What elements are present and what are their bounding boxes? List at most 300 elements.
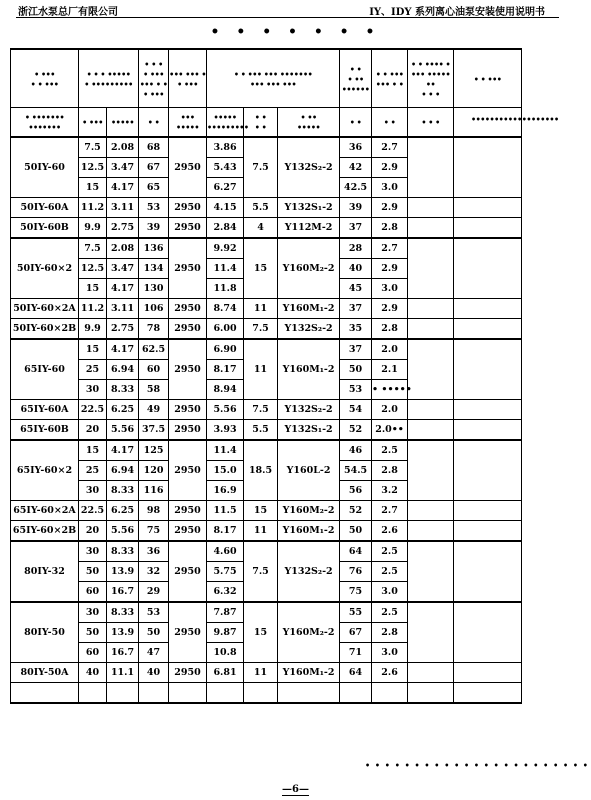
empty-cell bbox=[454, 683, 522, 704]
flow-m3h-cell: 40 bbox=[79, 663, 107, 683]
efficiency-cell: 45 bbox=[340, 279, 372, 299]
motor-model-cell: Y132S₁-2 bbox=[278, 420, 340, 441]
empty-cell bbox=[169, 683, 207, 704]
npsh-cell: 2.8 bbox=[372, 461, 408, 481]
model-cell: 80IY-50 bbox=[11, 602, 79, 663]
shaft-power-cell: 5.56 bbox=[207, 400, 244, 420]
speed-cell: 2950 bbox=[169, 339, 207, 400]
npsh-cell: 3.0 bbox=[372, 643, 408, 663]
efficiency-cell: 54 bbox=[340, 400, 372, 420]
flow-ls-cell: 8.33 bbox=[107, 481, 139, 501]
motor-model-cell: Y160L-2 bbox=[278, 440, 340, 501]
npsh-cell: 2.5 bbox=[372, 541, 408, 562]
motor-model-cell: Y132S₂-2 bbox=[278, 137, 340, 198]
efficiency-cell: 42.5 bbox=[340, 178, 372, 198]
shaft-power-cell: 6.27 bbox=[207, 178, 244, 198]
head-cell: 98 bbox=[139, 501, 169, 521]
head-cell: 67 bbox=[139, 158, 169, 178]
header-spill-text: ••••••••••••••••••• bbox=[471, 114, 559, 124]
page-number bbox=[0, 784, 591, 795]
shaft-power-cell: 8.17 bbox=[207, 521, 244, 542]
flow-ls-cell: 6.94 bbox=[107, 461, 139, 481]
npsh-cell: 2.0•• bbox=[372, 420, 408, 441]
table-body bbox=[11, 49, 522, 703]
table-row bbox=[11, 663, 522, 683]
motor-model-cell: Y112M-2 bbox=[278, 218, 340, 239]
efficiency-cell: 40 bbox=[340, 259, 372, 279]
npsh-cell: 2.8 bbox=[372, 623, 408, 643]
speed-cell: 2950 bbox=[169, 663, 207, 683]
motor-model-cell: Y160M₂-2 bbox=[278, 501, 340, 521]
header-head: • • • • ••• ••• • • • ••• bbox=[139, 49, 169, 108]
empty-cell bbox=[207, 683, 244, 704]
remark-cell bbox=[454, 521, 522, 542]
efficiency-cell: 75 bbox=[340, 582, 372, 603]
head-cell: 36 bbox=[139, 541, 169, 562]
page-number-text: —6— bbox=[282, 784, 309, 795]
flow-ls-cell: 11.1 bbox=[107, 663, 139, 683]
table-title: • • • • • • • bbox=[210, 24, 381, 40]
header-unit-cell: ••• ••••• bbox=[169, 108, 207, 138]
flow-ls-cell: 8.33 bbox=[107, 602, 139, 623]
flow-m3h-cell: 20 bbox=[79, 521, 107, 542]
head-cell: 53 bbox=[139, 198, 169, 218]
model-cell: 65IY-60×2 bbox=[11, 440, 79, 501]
pump-performance-table bbox=[10, 48, 522, 704]
flow-ls-cell: 4.17 bbox=[107, 178, 139, 198]
table-row bbox=[11, 501, 522, 521]
table-row bbox=[11, 218, 522, 239]
bottom-note: • • • • • • • • • • • • • • • • • • • • • • • bbox=[365, 760, 589, 770]
flow-m3h-cell: 50 bbox=[79, 623, 107, 643]
remark-cell bbox=[454, 400, 522, 420]
npsh-cell: 2.5 bbox=[372, 602, 408, 623]
head-cell: 49 bbox=[139, 400, 169, 420]
flow-m3h-cell: 9.9 bbox=[79, 218, 107, 239]
npsh-cell: 2.6 bbox=[372, 521, 408, 542]
remark-cell bbox=[454, 420, 522, 441]
motor-power-cell: 11 bbox=[244, 339, 278, 400]
motor-power-cell: 11 bbox=[244, 663, 278, 683]
flow-m3h-cell: 30 bbox=[79, 541, 107, 562]
efficiency-cell: 76 bbox=[340, 562, 372, 582]
head-cell: 40 bbox=[139, 663, 169, 683]
flow-m3h-cell: 60 bbox=[79, 582, 107, 603]
remark-cell bbox=[454, 198, 522, 218]
flow-m3h-cell: 25 bbox=[79, 461, 107, 481]
model-cell: 50IY-60 bbox=[11, 137, 79, 198]
npsh-cell: 2.9 bbox=[372, 299, 408, 319]
head-cell: 134 bbox=[139, 259, 169, 279]
motor-power-cell: 15 bbox=[244, 501, 278, 521]
shaft-power-cell: 11.5 bbox=[207, 501, 244, 521]
flow-m3h-cell: 12.5 bbox=[79, 158, 107, 178]
weight-cell bbox=[408, 420, 454, 441]
flow-ls-cell: 3.47 bbox=[107, 259, 139, 279]
speed-cell: 2950 bbox=[169, 501, 207, 521]
header-remark: • • ••• bbox=[454, 49, 522, 108]
header-unit-cell: • • bbox=[139, 108, 169, 138]
npsh-cell: 2.5 bbox=[372, 562, 408, 582]
table-row bbox=[11, 339, 522, 360]
shaft-power-cell: 8.17 bbox=[207, 360, 244, 380]
header-row-primary bbox=[11, 49, 522, 108]
efficiency-cell: 67 bbox=[340, 623, 372, 643]
flow-m3h-cell: 22.5 bbox=[79, 400, 107, 420]
efficiency-cell: 42 bbox=[340, 158, 372, 178]
npsh-cell: 2.8 bbox=[372, 319, 408, 340]
weight-cell bbox=[408, 440, 454, 501]
flow-m3h-cell: 15 bbox=[79, 339, 107, 360]
head-cell: 68 bbox=[139, 137, 169, 158]
shaft-power-cell: 10.8 bbox=[207, 643, 244, 663]
efficiency-cell: 36 bbox=[340, 137, 372, 158]
model-cell: 65IY-60 bbox=[11, 339, 79, 400]
weight-cell bbox=[408, 319, 454, 340]
header-unit-cell: • • • • bbox=[244, 108, 278, 138]
npsh-cell: 2.0 bbox=[372, 400, 408, 420]
shaft-power-cell: 3.93 bbox=[207, 420, 244, 441]
model-cell: 50IY-60×2 bbox=[11, 238, 79, 299]
efficiency-cell: 71 bbox=[340, 643, 372, 663]
flow-m3h-cell: 60 bbox=[79, 643, 107, 663]
shaft-power-cell: 8.94 bbox=[207, 380, 244, 400]
efficiency-cell: 64 bbox=[340, 663, 372, 683]
motor-model-cell: Y160M₂-2 bbox=[278, 238, 340, 299]
weight-cell bbox=[408, 400, 454, 420]
npsh-cell: 2.8 bbox=[372, 218, 408, 239]
head-cell: 120 bbox=[139, 461, 169, 481]
efficiency-cell: 54.5 bbox=[340, 461, 372, 481]
flow-ls-cell: 6.25 bbox=[107, 400, 139, 420]
npsh-cell: 3.2 bbox=[372, 481, 408, 501]
shaft-power-cell: 11.4 bbox=[207, 440, 244, 461]
motor-power-cell: 15 bbox=[244, 238, 278, 299]
shaft-power-cell: 3.86 bbox=[207, 137, 244, 158]
flow-ls-cell: 5.56 bbox=[107, 521, 139, 542]
motor-power-cell: 5.5 bbox=[244, 198, 278, 218]
shaft-power-cell: 6.81 bbox=[207, 663, 244, 683]
flow-m3h-cell: 15 bbox=[79, 440, 107, 461]
motor-power-cell: 7.5 bbox=[244, 541, 278, 602]
weight-cell bbox=[408, 521, 454, 542]
head-cell: 65 bbox=[139, 178, 169, 198]
motor-model-cell: Y132S₁-2 bbox=[278, 198, 340, 218]
flow-ls-cell: 13.9 bbox=[107, 623, 139, 643]
speed-cell: 2950 bbox=[169, 299, 207, 319]
npsh-cell: 3.0 bbox=[372, 582, 408, 603]
header-unit-cell: • • bbox=[340, 108, 372, 138]
manual-title: IY、IDY 系列离心油泵安装使用说明书 bbox=[369, 7, 545, 18]
speed-cell: 2950 bbox=[169, 319, 207, 340]
head-cell: 116 bbox=[139, 481, 169, 501]
weight-cell bbox=[408, 602, 454, 663]
motor-power-cell: 7.5 bbox=[244, 137, 278, 198]
flow-ls-cell: 16.7 bbox=[107, 643, 139, 663]
remark-cell bbox=[454, 541, 522, 602]
empty-cell bbox=[244, 683, 278, 704]
head-cell: 62.5 bbox=[139, 339, 169, 360]
weight-cell bbox=[408, 541, 454, 602]
efficiency-cell: 37 bbox=[340, 339, 372, 360]
motor-model-cell: Y132S₂-2 bbox=[278, 319, 340, 340]
head-cell: 75 bbox=[139, 521, 169, 542]
head-cell: 136 bbox=[139, 238, 169, 259]
flow-ls-cell: 4.17 bbox=[107, 339, 139, 360]
flow-ls-cell: 8.33 bbox=[107, 380, 139, 400]
head-cell: 50 bbox=[139, 623, 169, 643]
shaft-power-cell: 6.00 bbox=[207, 319, 244, 340]
npsh-cell: • ••••• bbox=[372, 380, 408, 400]
efficiency-cell: 28 bbox=[340, 238, 372, 259]
npsh-cell: 3.0 bbox=[372, 279, 408, 299]
remark-cell bbox=[454, 663, 522, 683]
npsh-cell: 2.9 bbox=[372, 158, 408, 178]
motor-model-cell: Y132S₂-2 bbox=[278, 400, 340, 420]
motor-power-cell: 4 bbox=[244, 218, 278, 239]
speed-cell: 2950 bbox=[169, 198, 207, 218]
remark-cell bbox=[454, 339, 522, 400]
npsh-cell: 2.1 bbox=[372, 360, 408, 380]
flow-ls-cell: 4.17 bbox=[107, 279, 139, 299]
head-cell: 37.5 bbox=[139, 420, 169, 441]
efficiency-cell: 52 bbox=[340, 501, 372, 521]
npsh-cell: 2.6 bbox=[372, 663, 408, 683]
model-cell: 65IY-60A bbox=[11, 400, 79, 420]
shaft-power-cell: 4.60 bbox=[207, 541, 244, 562]
model-cell: 80IY-32 bbox=[11, 541, 79, 602]
motor-model-cell: Y160M₁-2 bbox=[278, 521, 340, 542]
header-rule bbox=[16, 17, 559, 18]
head-cell: 58 bbox=[139, 380, 169, 400]
company-name: 浙江水泵总厂有限公司 bbox=[18, 7, 118, 18]
speed-cell: 2950 bbox=[169, 400, 207, 420]
head-cell: 106 bbox=[139, 299, 169, 319]
speed-cell: 2950 bbox=[169, 137, 207, 198]
flow-m3h-cell: 11.2 bbox=[79, 299, 107, 319]
head-cell: 78 bbox=[139, 319, 169, 340]
weight-cell bbox=[408, 663, 454, 683]
flow-ls-cell: 5.56 bbox=[107, 420, 139, 441]
npsh-cell: 2.7 bbox=[372, 238, 408, 259]
remark-cell bbox=[454, 137, 522, 198]
shaft-power-cell: 6.90 bbox=[207, 339, 244, 360]
flow-ls-cell: 3.47 bbox=[107, 158, 139, 178]
empty-cell bbox=[372, 683, 408, 704]
flow-ls-cell: 3.11 bbox=[107, 299, 139, 319]
header-power: • • ••• ••• ••••••• ••• ••• ••• bbox=[207, 49, 340, 108]
speed-cell: 2950 bbox=[169, 521, 207, 542]
header-unit-cell: • ••••••• ••••••• bbox=[11, 108, 79, 138]
header-unit-cell: • • bbox=[372, 108, 408, 138]
flow-ls-cell: 8.33 bbox=[107, 541, 139, 562]
speed-cell: 2950 bbox=[169, 420, 207, 441]
shaft-power-cell: 11.8 bbox=[207, 279, 244, 299]
empty-cell bbox=[340, 683, 372, 704]
flow-m3h-cell: 15 bbox=[79, 178, 107, 198]
speed-cell: 2950 bbox=[169, 238, 207, 299]
motor-model-cell: Y160M₁-2 bbox=[278, 299, 340, 319]
weight-cell bbox=[408, 218, 454, 239]
header-row-units bbox=[11, 108, 522, 138]
table-row bbox=[11, 400, 522, 420]
model-cell: 65IY-60×2A bbox=[11, 501, 79, 521]
empty-cell bbox=[107, 683, 139, 704]
shaft-power-cell: 5.43 bbox=[207, 158, 244, 178]
shaft-power-cell: 5.75 bbox=[207, 562, 244, 582]
table-row bbox=[11, 299, 522, 319]
head-cell: 130 bbox=[139, 279, 169, 299]
weight-cell bbox=[408, 137, 454, 198]
speed-cell: 2950 bbox=[169, 218, 207, 239]
header-model: • ••• • • ••• bbox=[11, 49, 79, 108]
model-cell: 65IY-60B bbox=[11, 420, 79, 441]
npsh-cell: 2.0 bbox=[372, 339, 408, 360]
shaft-power-cell: 9.87 bbox=[207, 623, 244, 643]
weight-cell bbox=[408, 339, 454, 400]
model-cell: 65IY-60×2B bbox=[11, 521, 79, 542]
shaft-power-cell: 11.4 bbox=[207, 259, 244, 279]
efficiency-cell: 53 bbox=[340, 380, 372, 400]
table-row bbox=[11, 137, 522, 158]
efficiency-cell: 39 bbox=[340, 198, 372, 218]
efficiency-cell: 52 bbox=[340, 420, 372, 441]
head-cell: 29 bbox=[139, 582, 169, 603]
model-cell: 80IY-50A bbox=[11, 663, 79, 683]
head-cell: 60 bbox=[139, 360, 169, 380]
flow-m3h-cell: 12.5 bbox=[79, 259, 107, 279]
npsh-cell: 2.9 bbox=[372, 259, 408, 279]
empty-cell bbox=[139, 683, 169, 704]
motor-power-cell: 5.5 bbox=[244, 420, 278, 441]
motor-power-cell: 11 bbox=[244, 299, 278, 319]
weight-cell bbox=[408, 501, 454, 521]
model-cell: 50IY-60A bbox=[11, 198, 79, 218]
flow-m3h-cell: 11.2 bbox=[79, 198, 107, 218]
motor-power-cell: 11 bbox=[244, 521, 278, 542]
speed-cell: 2950 bbox=[169, 440, 207, 501]
header-weight: • • •••• • ••• ••••• •• • • • bbox=[408, 49, 454, 108]
head-cell: 47 bbox=[139, 643, 169, 663]
header-unit-cell: ••••• ••••••••• bbox=[207, 108, 244, 138]
table-row bbox=[11, 319, 522, 340]
motor-model-cell: Y160M₁-2 bbox=[278, 339, 340, 400]
flow-ls-cell: 6.25 bbox=[107, 501, 139, 521]
flow-ls-cell: 13.9 bbox=[107, 562, 139, 582]
table-row bbox=[11, 440, 522, 461]
head-cell: 39 bbox=[139, 218, 169, 239]
npsh-cell: 2.7 bbox=[372, 501, 408, 521]
table-row bbox=[11, 238, 522, 259]
flow-ls-cell: 16.7 bbox=[107, 582, 139, 603]
header-flow: • • • ••••• • ••••••••• bbox=[79, 49, 139, 108]
efficiency-cell: 35 bbox=[340, 319, 372, 340]
weight-cell bbox=[408, 299, 454, 319]
motor-power-cell: 18.5 bbox=[244, 440, 278, 501]
npsh-cell: 2.5 bbox=[372, 440, 408, 461]
flow-m3h-cell: 7.5 bbox=[79, 238, 107, 259]
flow-m3h-cell: 30 bbox=[79, 481, 107, 501]
speed-cell: 2950 bbox=[169, 602, 207, 663]
shaft-power-cell: 4.15 bbox=[207, 198, 244, 218]
empty-cell bbox=[79, 683, 107, 704]
flow-m3h-cell: 30 bbox=[79, 602, 107, 623]
npsh-cell: 3.0 bbox=[372, 178, 408, 198]
efficiency-cell: 46 bbox=[340, 440, 372, 461]
shaft-power-cell: 16.9 bbox=[207, 481, 244, 501]
shaft-power-cell: 6.32 bbox=[207, 582, 244, 603]
header-npsh: • • ••• ••• • • bbox=[372, 49, 408, 108]
remark-cell bbox=[454, 319, 522, 340]
table-row bbox=[11, 541, 522, 562]
motor-power-cell: 15 bbox=[244, 602, 278, 663]
empty-cell bbox=[408, 683, 454, 704]
efficiency-cell: 37 bbox=[340, 299, 372, 319]
flow-m3h-cell: 15 bbox=[79, 279, 107, 299]
remark-cell bbox=[454, 238, 522, 299]
shaft-power-cell: 9.92 bbox=[207, 238, 244, 259]
motor-model-cell: Y132S₂-2 bbox=[278, 541, 340, 602]
npsh-cell: 2.7 bbox=[372, 137, 408, 158]
flow-m3h-cell: 7.5 bbox=[79, 137, 107, 158]
speed-cell: 2950 bbox=[169, 541, 207, 602]
efficiency-cell: 50 bbox=[340, 360, 372, 380]
motor-model-cell: Y160M₁-2 bbox=[278, 663, 340, 683]
model-cell: 50IY-60×2B bbox=[11, 319, 79, 340]
flow-ls-cell: 6.94 bbox=[107, 360, 139, 380]
model-cell: 50IY-60×2A bbox=[11, 299, 79, 319]
header-unit-cell: • ••• bbox=[79, 108, 107, 138]
head-cell: 125 bbox=[139, 440, 169, 461]
motor-model-cell: Y160M₂-2 bbox=[278, 602, 340, 663]
empty-cell bbox=[278, 683, 340, 704]
flow-ls-cell: 2.75 bbox=[107, 319, 139, 340]
flow-ls-cell: 4.17 bbox=[107, 440, 139, 461]
flow-m3h-cell: 9.9 bbox=[79, 319, 107, 340]
weight-cell bbox=[408, 238, 454, 299]
remark-cell bbox=[454, 299, 522, 319]
header-unit-cell: ••••• bbox=[107, 108, 139, 138]
npsh-cell: 2.9 bbox=[372, 198, 408, 218]
table-row bbox=[11, 602, 522, 623]
weight-cell bbox=[408, 198, 454, 218]
efficiency-cell: 56 bbox=[340, 481, 372, 501]
table-row bbox=[11, 521, 522, 542]
table-row bbox=[11, 420, 522, 441]
shaft-power-cell: 15.0 bbox=[207, 461, 244, 481]
flow-ls-cell: 2.75 bbox=[107, 218, 139, 239]
shaft-power-cell: 2.84 bbox=[207, 218, 244, 239]
efficiency-cell: 55 bbox=[340, 602, 372, 623]
remark-cell bbox=[454, 602, 522, 663]
flow-ls-cell: 2.08 bbox=[107, 238, 139, 259]
remark-cell bbox=[454, 218, 522, 239]
header-speed: ••• ••• • • ••• bbox=[169, 49, 207, 108]
header-unit-cell: • • • bbox=[408, 108, 454, 138]
flow-ls-cell: 2.08 bbox=[107, 137, 139, 158]
flow-ls-cell: 3.11 bbox=[107, 198, 139, 218]
shaft-power-cell: 8.74 bbox=[207, 299, 244, 319]
header-efficiency: • • • •• •••••• bbox=[340, 49, 372, 108]
flow-m3h-cell: 50 bbox=[79, 562, 107, 582]
table-row bbox=[11, 198, 522, 218]
model-cell: 50IY-60B bbox=[11, 218, 79, 239]
head-cell: 53 bbox=[139, 602, 169, 623]
motor-power-cell: 7.5 bbox=[244, 400, 278, 420]
flow-m3h-cell: 30 bbox=[79, 380, 107, 400]
empty-cell bbox=[11, 683, 79, 704]
efficiency-cell: 64 bbox=[340, 541, 372, 562]
